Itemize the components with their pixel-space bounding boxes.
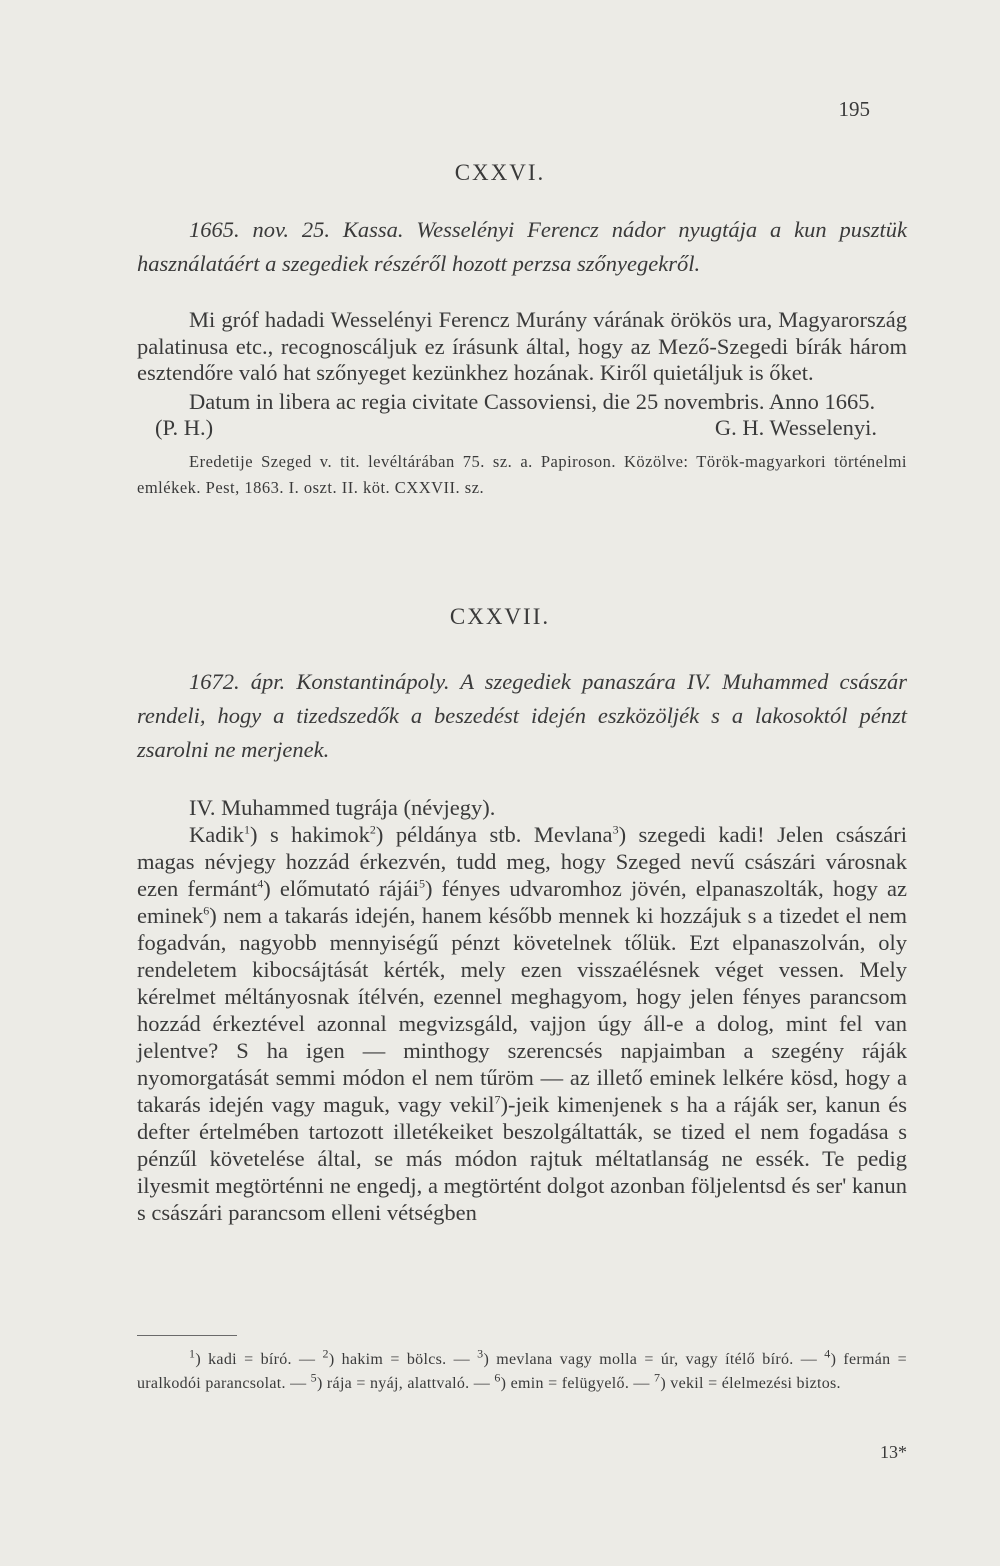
document-127-body	[137, 794, 907, 1226]
tugra-line: IV. Muhammed tugrája (névjegy).	[189, 795, 496, 820]
footnote-ref: 3	[612, 822, 619, 837]
signer-name: G. H. Wesselenyi.	[714, 415, 877, 440]
footnote-text: $^1$) kadi = bíró. — $^2$) hakim = bölcs. — $^3$) mevlana vagy molla = úr, vagy ítélő bíró. — $^4$) fermán = uralkodói parancsolat. — $^5$) rája = nyáj, alattvaló. — $^6$) emin = felügyelő. — $^7$) vekil = élelmezési biztos.	[137, 1346, 907, 1392]
document-126-source-note: Eredetije Szeged v. tit. levéltárában 75. sz. a. Papiroson. Közölve: Török-magyarkori történelmi emlékek. Pest, 1863. I. oszt. II. köt. CXXVII. sz.	[137, 451, 907, 497]
document-126-title: CXXVI.	[454, 160, 546, 185]
document-126-heading	[137, 213, 907, 281]
page-number: 195	[838, 97, 870, 121]
footnote-ref: 7	[494, 1092, 501, 1107]
firman-text: Kadik$^1$) s hakimok$^2$) példánya stb. Mevlana$^3$) szegedi kadi! Jelen császári magas névjegy hozzád érkezvén, tudd meg, hogy Szeged nevű császári városnak ezen fermánt$^4$) előmutató rájái$^5$) fényes udvaromhoz jövén, elpanaszolták, hogy az eminek$^6$) nem a takarás idején, hanem később mennek ki hozzájuk s a tizedet el nem fogadván, nagyobb mennyiségű pénzt követelnek tőlük. Ezt elpanaszolván, oly rendeletem kibocsájtását kérték, mely ezen visszaélésnek véget vessen. Mely kérelmet méltányosnak ítélvén, ezennel meghagyom, hogy jelen fényes parancsom hozzád érkeztével azonnal megvizsgáld, vajjon úgy áll-e a dolog, mint fel van jelentve? S ha igen — minthogy szerencsés napjaimban a szegény ráják nyomorgatását semmi módon el nem tűröm — az illető eminek lelkére kösd, hogy a takarás idején vagy maguk, vagy vekil$^7$)-jeik kimenjenek s ha a ráják ser, kanun és defter értelmében tartozott illetékeiket beszolgáltatták, se tized el nem fogadása s pénzűl követelése által, se más módon rajtuk méltatlanság ne essék. Te pedig ilyesmit megtörténni ne engedj, a megtörtént dolgot azonban följelentsd és ser' kanun s császári parancsom elleni vétségben	[137, 822, 907, 1225]
footnote-ref: 6	[203, 903, 210, 918]
document-127-heading	[137, 665, 907, 767]
footnote-ref: 1	[244, 822, 250, 837]
document-126-paragraph-1: Mi gróf hadadi Wesselényi Ferencz Murány várának örökös ura, Magyarország palatinusa etc., recognoscáljuk ez írásunk által, hogy az Mező-Szegedi bírák három esztendőre való hat szőnyeget kezünkhez hozának. Kiről quietáljuk is őket.	[137, 307, 907, 385]
document-126-body	[137, 307, 907, 501]
document-126-signature-line	[137, 415, 907, 442]
document-126-paragraph-2: Datum in libera ac regia civitate Cassoviensi, die 25 novembris. Anno 1665.	[189, 388, 876, 414]
printer-signature: 13*	[880, 1442, 907, 1462]
seal-mark: (P. H.)	[155, 415, 214, 440]
footnote-ref: 5	[418, 876, 425, 891]
footnote-ref: 4	[257, 876, 264, 891]
footnotes	[137, 1348, 907, 1396]
document-127-heading-text: 1672. ápr. Konstantinápoly. A szegediek panaszára IV. Muhammed császár rendeli, hogy a tizedszedők a beszedést idején eszközöljék s a lakosoktól pénzt zsarolni ne merjenek.	[137, 669, 907, 762]
document-126-heading-text: 1665. nov. 25. Kassa. Wesselényi Ferencz nádor nyugtája a kun pusztük használatáért a szegediek részéről hozott perzsa szőnyegekről.	[137, 217, 907, 276]
footnote-rule	[137, 1335, 237, 1336]
document-127-title: CXXVII.	[449, 604, 551, 629]
footnote-ref: 2	[369, 822, 376, 837]
